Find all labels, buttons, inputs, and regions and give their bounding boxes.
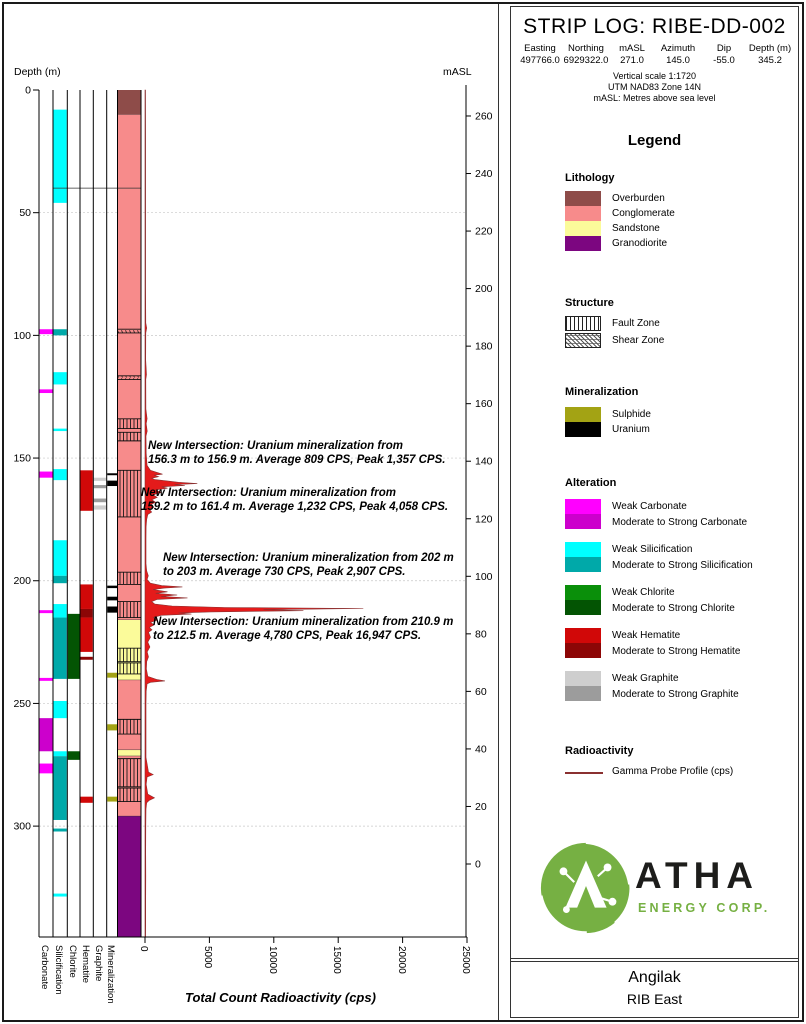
svg-text:250: 250 <box>13 697 31 710</box>
project-name: Angilak <box>628 969 681 986</box>
fault-zone-swatch <box>565 316 601 331</box>
cps-tick-label: 5000 <box>202 946 214 969</box>
track-label-hematite: Hematite <box>80 945 91 984</box>
svg-text:40: 40 <box>475 743 487 756</box>
carbonate-alteration-swatch <box>565 499 601 529</box>
svg-text:240: 240 <box>475 168 493 181</box>
sandstone-label: Sandstone <box>612 223 660 234</box>
footer-box <box>511 961 798 1017</box>
gamma-line-swatch <box>565 772 603 774</box>
shear-zone-swatch <box>565 333 601 348</box>
weak-graphite-label: Weak Graphite <box>612 673 679 684</box>
svg-text:60: 60 <box>475 685 487 698</box>
collar-header-row: Easting Northing mASL Azimuth Dip Depth (m) <box>524 43 792 54</box>
strong-hematite-label: Moderate to Strong Hematite <box>612 646 741 657</box>
svg-text:260: 260 <box>475 110 493 123</box>
intersection-annotation-4: New Intersection: Uranium mineralization from 210.9 m to 212.5 m. Average 4,780 CPS, Peak 16,947 CPS. <box>153 616 454 642</box>
track-label-silicification: Silicification <box>53 945 64 995</box>
weak-silicification-label: Weak Silicification <box>612 544 693 555</box>
structure-header: Structure <box>565 297 614 309</box>
sandstone-swatch <box>565 221 601 236</box>
svg-text:160: 160 <box>475 398 493 411</box>
svg-text:100: 100 <box>13 329 31 342</box>
track-label-chlorite: Chlorite <box>67 945 78 978</box>
track-label-graphite: Graphite <box>93 945 104 982</box>
atha-emblem-icon <box>537 839 635 937</box>
cps-axis-title: Total Count Radioactivity (cps) <box>185 990 376 1005</box>
overburden-label: Overburden <box>612 193 665 204</box>
strong-chlorite-label: Moderate to Strong Chlorite <box>612 603 735 614</box>
legend-title: Legend <box>627 132 682 149</box>
cps-tick-label: 10000 <box>266 946 278 974</box>
svg-text:100: 100 <box>475 570 493 583</box>
datum-note: UTM NAD83 Zone 14N <box>607 82 702 92</box>
track-label-carbonate: Carbonate <box>39 945 50 990</box>
masl-axis-title: mASL <box>443 66 472 78</box>
svg-text:200: 200 <box>13 575 31 588</box>
depth-axis-title: Depth (m) <box>14 66 61 78</box>
uranium-label: Uranium <box>612 424 650 435</box>
sulphide-swatch <box>565 407 601 422</box>
hematite-alteration-swatch <box>565 628 601 658</box>
svg-text:300: 300 <box>13 820 31 833</box>
svg-text:20: 20 <box>475 800 487 813</box>
granodiorite-swatch <box>565 236 601 251</box>
radioactivity-header: Radioactivity <box>565 745 634 757</box>
graphite-alteration-swatch <box>565 671 601 701</box>
conglomerate-swatch <box>565 206 601 221</box>
cps-tick-label: 20000 <box>395 946 407 974</box>
cps-tick-label: 15000 <box>331 946 343 974</box>
collar-value-row: 497766.0 6929322.0 271.0 145.0 -55.0 345.2 <box>520 55 782 66</box>
svg-text:140: 140 <box>475 455 493 468</box>
mineralization-header: Mineralization <box>565 386 639 398</box>
lithology-header: Lithology <box>565 172 615 184</box>
intersection-annotation-2: New Intersection: Uranium mineralization from 159.2 m to 161.4 m. Average 1,232 CPS, Peak 4,058 CPS. <box>141 487 449 513</box>
svg-text:220: 220 <box>475 225 493 238</box>
footer-divider <box>511 958 798 959</box>
svg-text:180: 180 <box>475 340 493 353</box>
log-title: STRIP LOG: RIBE-DD-002 <box>523 15 786 38</box>
intersection-annotation-1: New Intersection: Uranium mineralization from 156.3 m to 156.9 m. Average 809 CPS, Peak 1,357 CPS. <box>148 440 446 466</box>
gamma-profile-label: Gamma Probe Profile (cps) <box>612 766 734 777</box>
track-label-mineralization: Mineralization <box>105 945 116 1004</box>
chlorite-alteration-swatch <box>565 585 601 615</box>
weak-chlorite-label: Weak Chlorite <box>612 587 675 598</box>
shear-zone-label: Shear Zone <box>612 335 665 346</box>
sulphide-label: Sulphide <box>612 409 651 420</box>
svg-text:120: 120 <box>475 513 493 526</box>
silicification-alteration-swatch <box>565 542 601 572</box>
overburden-swatch <box>565 191 601 206</box>
strong-carbonate-label: Moderate to Strong Carbonate <box>612 517 748 528</box>
weak-hematite-label: Weak Hematite <box>612 630 681 641</box>
strong-graphite-label: Moderate to Strong Graphite <box>612 689 739 700</box>
cps-tick-label: 0 <box>138 946 149 952</box>
alteration-header: Alteration <box>565 477 617 489</box>
masl-note: mASL: Metres above sea level <box>593 93 716 103</box>
atha-subtitle: ENERGY CORP. <box>638 901 771 915</box>
svg-text:0: 0 <box>475 858 481 871</box>
intersection-annotation-3: New Intersection: Uranium mineralization from 202 m to 203 m. Average 730 CPS, Peak 2,907 CPS. <box>163 552 454 578</box>
info-panel <box>510 6 799 1018</box>
svg-text:200: 200 <box>475 283 493 296</box>
conglomerate-label: Conglomerate <box>612 208 675 219</box>
fault-zone-label: Fault Zone <box>612 318 660 329</box>
atha-logo <box>511 833 798 953</box>
weak-carbonate-label: Weak Carbonate <box>612 501 687 512</box>
svg-text:150: 150 <box>13 452 31 465</box>
uranium-swatch <box>565 422 601 437</box>
svg-text:50: 50 <box>19 207 31 220</box>
svg-text:80: 80 <box>475 628 487 641</box>
area-name: RIB East <box>626 991 683 1007</box>
strong-silicification-label: Moderate to Strong Silicification <box>612 560 753 571</box>
cps-tick-label: 25000 <box>460 946 471 974</box>
svg-text:0: 0 <box>25 84 31 97</box>
granodiorite-label: Granodiorite <box>612 238 668 249</box>
atha-wordmark: ATHA <box>635 855 760 896</box>
scale-note: Vertical scale 1:1720 <box>612 71 697 81</box>
